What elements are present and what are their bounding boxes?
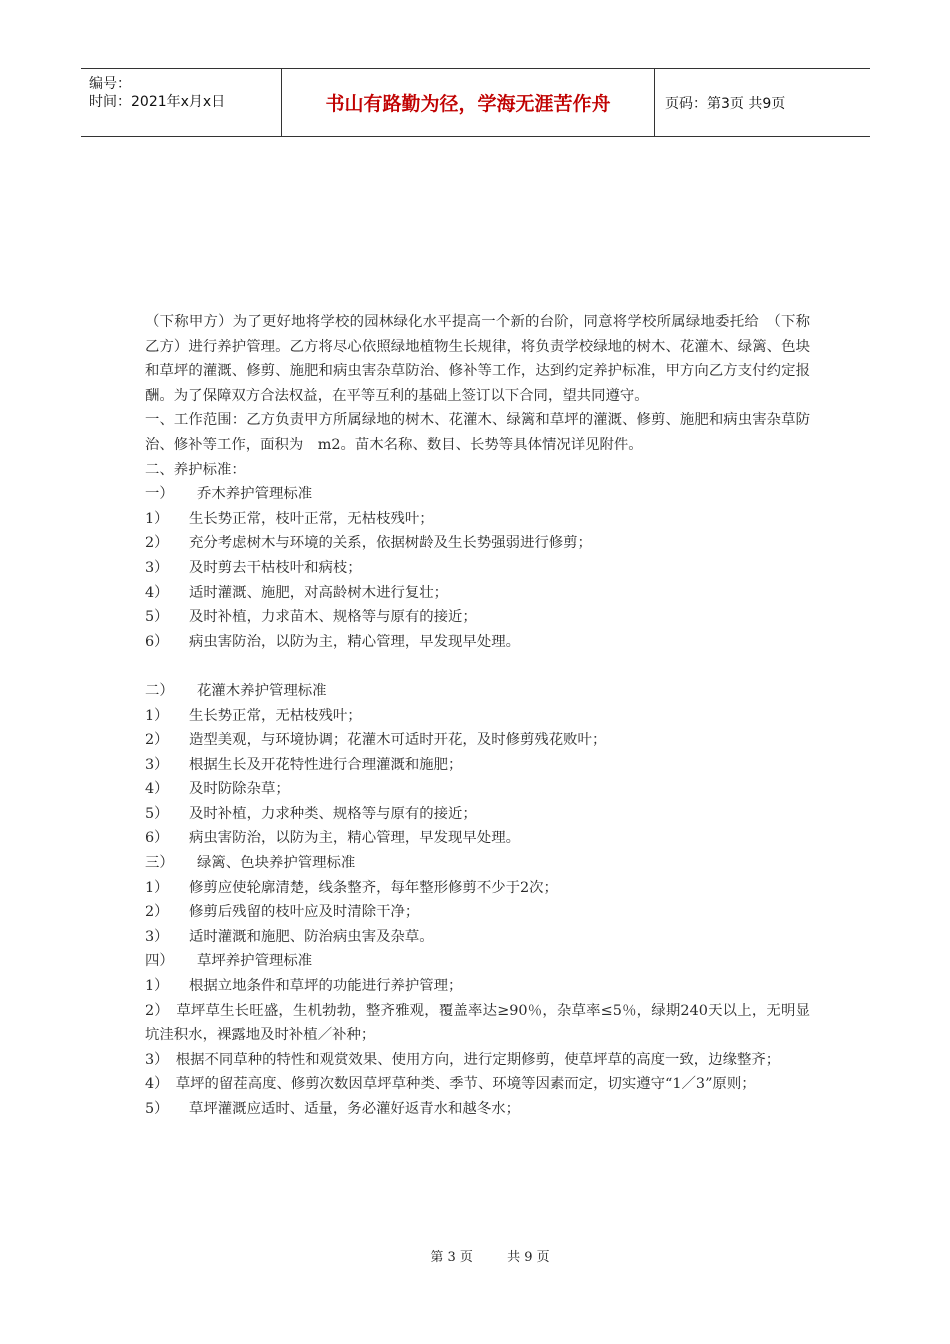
page-header [81,68,870,137]
document-body [145,310,810,1122]
list-item: 5） 草坪灌溉应适时、适量，务必灌好返青水和越冬水； [145,1101,520,1117]
list-item: 6） 病虫害防治，以防为主，精心管理，早发现早处理。 [145,830,520,847]
subsection-title-lawn: 四） 草坪养护管理标准 [145,953,313,970]
footer-total-pages: 共 9 页 [507,1250,550,1265]
list-item: 2） 草坪草生长旺盛，生机勃勃，整齐雅观，覆盖率达≥90％，杂草率≤5％，绿期240天以上，无明显坑洼积水，裸露地及时补植／补种； [145,1002,810,1044]
footer-page-number: 第 3 页 [430,1250,473,1265]
list-item: 3） 根据生长及开花特性进行合理灌溉和施肥； [145,756,463,773]
doc-code-label: 编号： [89,76,131,92]
subsection-title-hedges: 三） 绿篱、色块养护管理标准 [145,855,356,872]
list-item: 2） 造型美观，与环境协调；花灌木可适时开花，及时修剪残花败叶； [145,732,607,749]
list-item: 5） 及时补植，力求苗木、规格等与原有的接近； [145,609,477,626]
subsection-title-shrubs: 二） 花灌木养护管理标准 [145,682,327,699]
list-item: 1） 生长势正常，枝叶正常，无枯枝残叶； [145,510,434,527]
blank-line [145,654,810,679]
header-motto: 书山有路勤为径，学海无涯苦作舟 [282,69,655,136]
header-meta [81,69,282,136]
list-item: 4） 草坪的留茬高度、修剪次数因草坪草种类、季节、环境等因素而定，切实遵守“1／3”原则； [145,1076,756,1093]
intro-paragraph: （下称甲方）为了更好地将学校的园林绿化水平提高一个新的台阶，同意将学校所属绿地委托给 （下称乙方）进行养护管理。乙方将尽心依照绿地植物生长规律，将负责学校绿地的树木、花灌木、绿篱、色块和草坪的灌溉、修剪、施肥和病虫害杂草防治、修补等工作，达到约定养护标准，甲方向乙方支付约定报酬。为了保障双方合法权益，在平等互利的基础上签订以下合同，望共同遵守。 [145,314,810,404]
doc-time-label: 时间：2021年x月x日 [89,94,226,110]
list-item: 5） 及时补植，力求种类、规格等与原有的接近； [145,805,477,822]
list-item: 4） 及时防除杂草； [145,781,290,798]
list-item: 3） 适时灌溉和施肥、防治病虫害及杂草。 [145,928,434,945]
list-item: 3） 根据不同草种的特性和观赏效果、使用方向，进行定期修剪，使草坪草的高度一致，边缘整齐； [145,1051,781,1068]
list-item: 6） 病虫害防治，以防为主，精心管理，早发现早处理。 [145,633,520,650]
list-item: 2） 充分考虑树木与环境的关系，依据树龄及生长势强弱进行修剪； [145,535,592,552]
section-standards-title: 二、养护标准： [145,461,246,478]
list-item: 1） 生长势正常，无枯枝残叶； [145,707,362,724]
list-item: 4） 适时灌溉、施肥，对高龄树木进行复壮； [145,584,449,601]
header-page-code: 页码：第3页 共9页 [665,95,786,112]
list-item: 3） 及时剪去干枯枝叶和病枝； [145,559,362,576]
list-item: 1） 修剪应使轮廓清楚，线条整齐，每年整形修剪不少于2次； [145,879,558,896]
section-work-scope: 一、工作范围：乙方负责甲方所属绿地的树木、花灌木、绿篱和草坪的灌溉、修剪、施肥和病虫害杂草防治、修补等工作，面积为 m2。苗木名称、数目、长势等具体情况详见附件。 [145,412,810,453]
page-footer [0,1246,950,1265]
subsection-title-trees: 一） 乔木养护管理标准 [145,486,313,503]
list-item: 1） 根据立地条件和草坪的功能进行养护管理； [145,978,463,995]
list-item: 2） 修剪后残留的枝叶应及时清除干净； [145,904,420,921]
